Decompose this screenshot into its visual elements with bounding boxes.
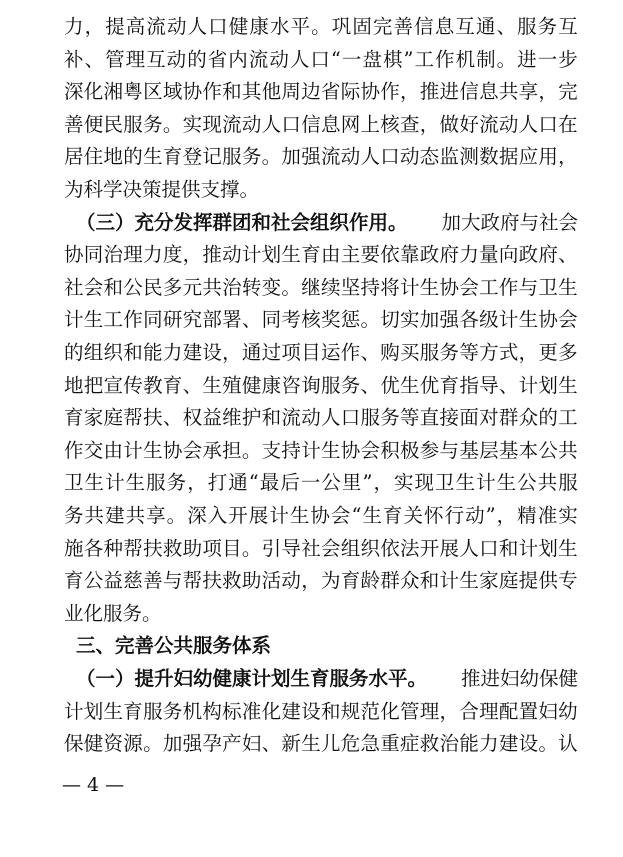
text-line: 补 、 管 理 互 动 的 省 内 流 动 人 口 “ 一 盘 棋 ” 工 作 机 制 。 进 一 步 [64,47,578,71]
text-line: 育 公 益 慈 善 与 帮 扶 救 助 活 动 ， 为 育 龄 群 众 和 计 生 家 庭 提 供 专 [64,569,578,593]
text-line: 计 生 工 作 同 研 究 部 署 、 同 考 核 奖 惩 。 切 实 加 强 各 级 计 生 协 会 [64,308,578,332]
text-line: 作 交 由 计 生 协 会 承 担 。 支 持 计 生 协 会 积 极 参 与 基 层 基 本 公 共 [64,438,578,462]
text-line: 的 组 织 和 能 力 建 设 ， 通 过 项 目 运 作 、 购 买 服 务 等 方 式 ， 更 多 [64,341,578,364]
text-line: 深 化 湘 粤 区 域 协 作 和 其 他 周 边 省 际 协 作 ， 推 进 信 息 共 享 ， 完 [64,80,578,104]
text-line: 施 各 种 帮 扶 救 助 项 目 。 引 导 社 会 组 织 依 法 开 展 人 口 和 计 划 生 [64,536,578,560]
page-number: — 4 — [62,773,125,796]
text-line: 保 健 资 源 。 加 强 孕 产 妇 、 新 生 儿 危 急 重 症 救 治 能 力 建 设 。 认 [64,732,578,756]
text-line: 为科学决策提供支撑。 [64,178,260,201]
text-line: 社 会 和 公 民 多 元 共 治 转 变 。 继 续 坚 持 将 计 生 协 会 工 作 与 卫 生 [64,275,578,299]
text-line: 协 同 治 理 力 度 ， 推 动 计 划 生 育 由 主 要 依 靠 政 府 力 量 向 政 府 、 [64,243,578,267]
text-line: 务 共 建 共 享 。 深 入 开 展 计 生 协 会 “ 生 育 关 怀 行 动 ” ， 精 准 实 [64,504,578,527]
text-segment: 推进妇幼保健 [460,667,578,690]
text-segment: 加大政府与社会 [441,210,578,234]
text-line: 卫 生 计 生 服 务 ， 打 通 “ 最 后 一 公 里 ” ， 实 现 卫 生 计 生 公 共 服 [64,471,578,495]
text-line: 力 ， 提 高 流 动 人 口 健 康 水 平 。 巩 固 完 善 信 息 互 通 、 服 务 互 [64,15,578,38]
section-lead: （一）提升妇幼健康计划生育服务水平。 [76,667,428,690]
paragraph-first-line [76,210,578,236]
text-line: 业化服务。 [64,601,162,625]
text-line: 育 家 庭 帮 扶 、 权 益 维 护 和 流 动 人 口 服 务 等 直 接 面 对 群 众 的 工 [64,406,578,430]
section-heading: 三、完善公共服务体系 [76,634,272,658]
text-line: 计 划 生 育 服 务 机 构 标 准 化 建 设 和 规 范 化 管 理 ， 合 理 配 置 妇 幼 [64,699,578,723]
text-line: 居 住 地 的 生 育 登 记 服 务 。 加 强 流 动 人 口 动 态 监 测 数 据 应 用 ， [64,145,578,169]
text-line: 善 便 民 服 务 。 实 现 流 动 人 口 信 息 网 上 核 查 ， 做 好 流 动 人 口 在 [64,112,578,136]
section-lead: （三）充分发挥群团和社会组织作用。 [76,210,408,234]
text-line: 地 把 宣 传 教 育 、 生 殖 健 康 咨 询 服 务 、 优 生 优 育 指 导 、 计 划 生 [64,373,578,397]
paragraph-first-line [76,666,578,692]
